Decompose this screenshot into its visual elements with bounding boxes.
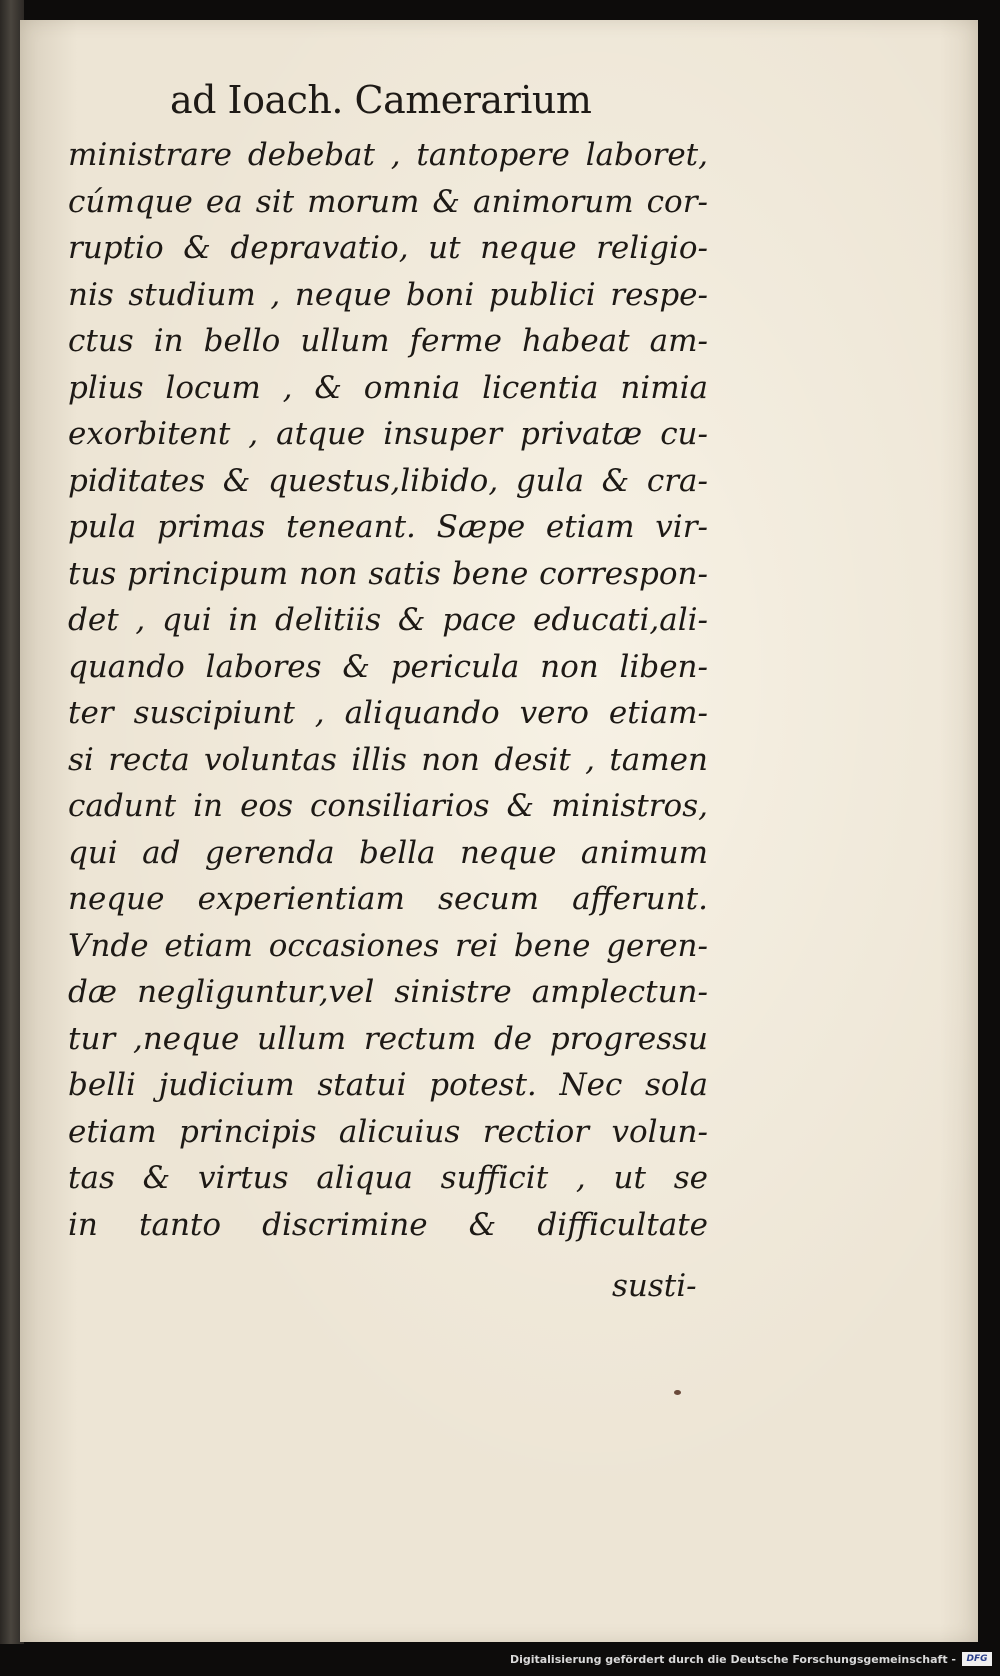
text-line: ctus in bello ullum ferme habeat am-	[68, 323, 708, 359]
text-line: plius locum , & omnia licentia nimia	[68, 369, 708, 406]
text-line: exorbitent , atque insuper privatæ cu-	[68, 416, 708, 452]
text-line: qui ad gerenda bella neque animum	[68, 834, 708, 871]
text-line: nis studium , neque boni publici respe-	[68, 276, 708, 313]
text-line: dæ negliguntur,vel sinistre amplectun-	[68, 974, 708, 1010]
text-line: tur ,neque ullum rectum de progressu	[68, 1020, 708, 1057]
text-line: cadunt in eos consiliarios & ministros,	[68, 788, 708, 824]
text-line: cúmque ea sit morum & animorum cor-	[68, 183, 708, 220]
text-line: neque experientiam secum afferunt.	[68, 881, 708, 917]
text-line: ruptio & depravatio, ut neque religio-	[68, 230, 708, 266]
text-line: Vnde etiam occasiones rei bene geren-	[68, 927, 708, 964]
ink-spot	[674, 1390, 681, 1395]
text-line: ter suscipiunt , aliquando vero etiam-	[68, 695, 708, 731]
text-line: tus principum non satis bene correspon-	[68, 555, 708, 592]
funding-credit: Digitalisierung gefördert durch die Deutsche Forschungsgemeinschaft -	[509, 1653, 956, 1666]
text-line: in tanto discrimine & difficultate	[68, 1206, 708, 1243]
text-line: ministrare debebat , tantopere laboret,	[68, 137, 708, 173]
dfg-logo: DFG	[962, 1652, 992, 1666]
catchword: susti-	[612, 1268, 697, 1304]
body-text	[68, 132, 708, 1248]
text-line: belli judicium statui potest. Nec sola	[68, 1067, 708, 1103]
text-line: quando labores & pericula non liben-	[68, 648, 708, 685]
text-line: det , qui in delitiis & pace educati,ali-	[68, 602, 708, 638]
text-line: pula primas teneant. Sæpe etiam vir-	[68, 509, 708, 545]
running-head: ad Ioach. Camerarium	[170, 78, 592, 122]
text-line: tas & virtus aliqua sufficit , ut se	[68, 1160, 708, 1196]
text-line: piditates & questus,libido, gula & cra-	[68, 462, 708, 499]
text-line: etiam principis alicuius rectior volun-	[68, 1113, 708, 1150]
text-line: si recta voluntas illis non desit , tamen	[68, 741, 708, 778]
